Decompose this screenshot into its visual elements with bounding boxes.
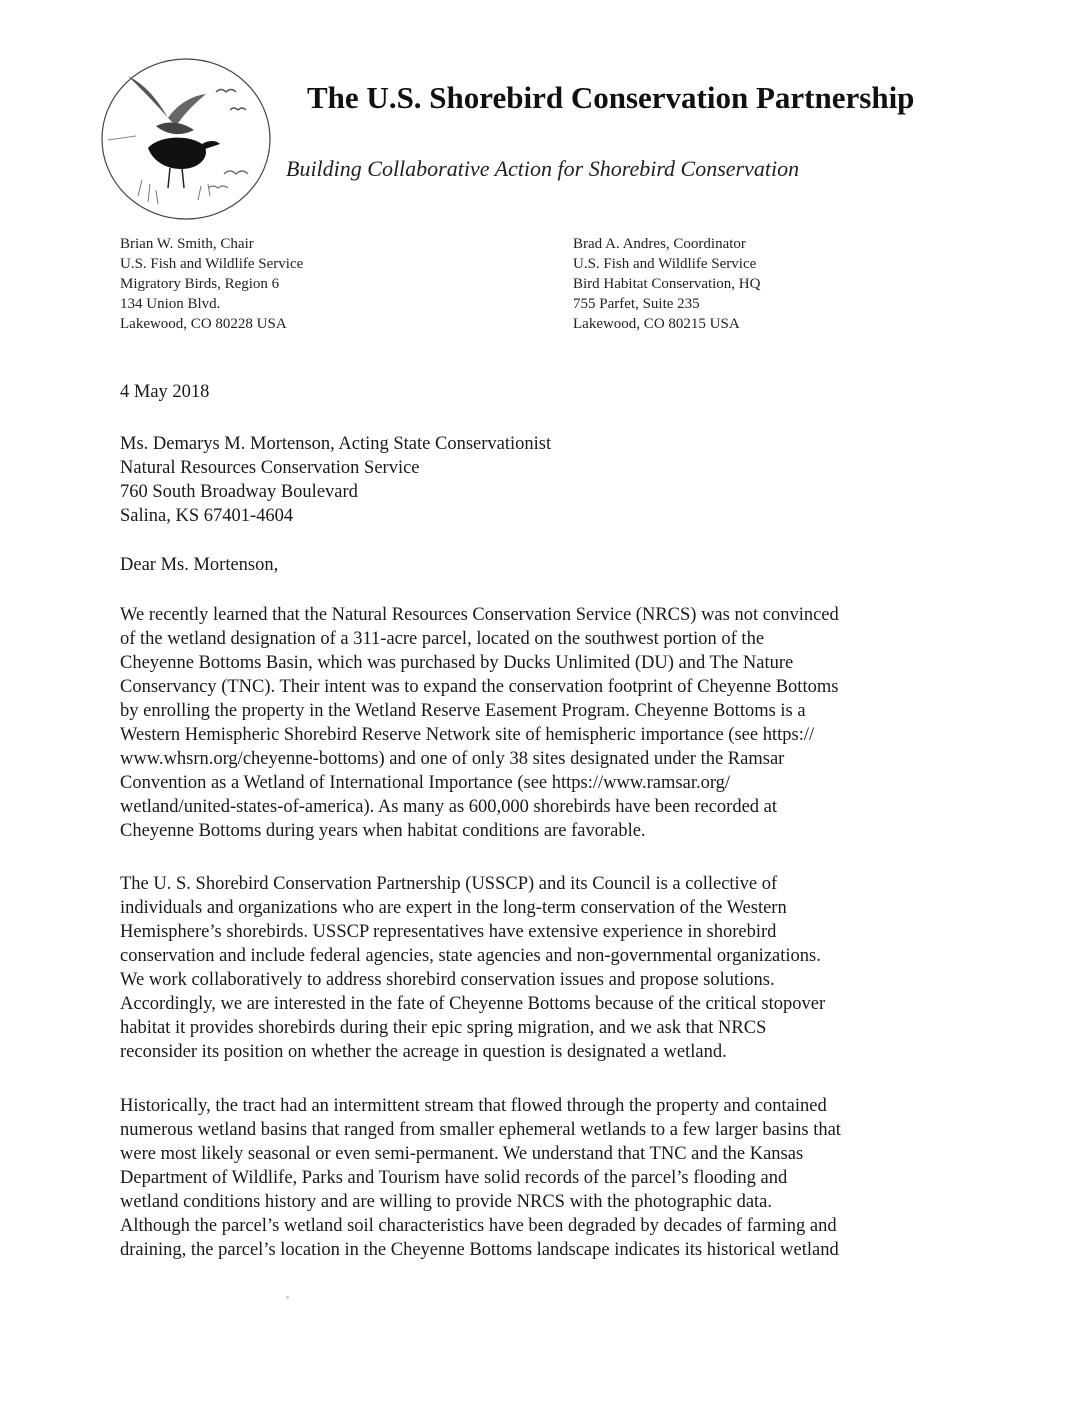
letter-date: 4 May 2018 <box>120 382 210 402</box>
recipient-line: 760 South Broadway Boulevard <box>120 482 358 502</box>
sender-address-coordinator <box>573 234 760 334</box>
paragraph-line: Cheyenne Bottoms during years when habitat conditions are favorable. <box>120 821 646 841</box>
paragraph-line: Cheyenne Bottoms Basin, which was purchased by Ducks Unlimited (DU) and The Nature <box>120 653 794 673</box>
paragraph-line: Historically, the tract had an intermittent stream that flowed through the property and contained <box>120 1096 827 1116</box>
sender-line: Migratory Birds, Region 6 <box>120 276 280 292</box>
sender-line: 755 Parfet, Suite 235 <box>573 296 700 312</box>
sender-line: Brad A. Andres, Coordinator <box>573 236 746 252</box>
paragraph-line: conservation and include federal agencies, state agencies and non-governmental organizations. <box>120 946 821 966</box>
paragraph-2 <box>120 872 980 1064</box>
shorebird-logo-icon <box>98 56 274 222</box>
organization-tagline: Building Collaborative Action for Shorebird Conservation <box>286 156 800 181</box>
sender-address-chair <box>120 234 303 334</box>
paragraph-line: wetland conditions history and are willing to provide NRCS with the photographic data. <box>120 1192 773 1212</box>
sender-line: Lakewood, CO 80228 USA <box>120 316 287 332</box>
paragraph-line: Although the parcel’s wetland soil characteristics have been degraded by decades of farming and <box>120 1216 837 1236</box>
organization-title: The U.S. Shorebird Conservation Partnership <box>307 80 915 115</box>
paragraph-line: draining, the parcel’s location in the Cheyenne Bottoms landscape indicates its historical wetland <box>120 1240 839 1260</box>
sender-line: 134 Union Blvd. <box>120 296 221 312</box>
paragraph-line: by enrolling the property in the Wetland Reserve Easement Program. Cheyenne Bottoms is a <box>120 701 806 721</box>
sender-line: Bird Habitat Conservation, HQ <box>573 276 761 292</box>
recipient-line: Ms. Demarys M. Mortenson, Acting State Conservationist <box>120 434 552 454</box>
paragraph-line: The U. S. Shorebird Conservation Partnership (USSCP) and its Council is a collective of <box>120 874 778 894</box>
paragraph-line: reconsider its position on whether the acreage in question is designated a wetland. <box>120 1042 727 1062</box>
paragraph-line: wetland/united-states-of-america). As many as 600,000 shorebirds have been recorded at <box>120 797 778 817</box>
paragraph-line: Western Hemispheric Shorebird Reserve Network site of hemispheric importance (see https:// <box>120 725 815 745</box>
recipient-line: Salina, KS 67401-4604 <box>120 506 294 526</box>
sender-line: U.S. Fish and Wildlife Service <box>573 256 757 272</box>
paragraph-line: We recently learned that the Natural Resources Conservation Service (NRCS) was not convinced <box>120 605 839 625</box>
paragraph-line: Convention as a Wetland of International Importance (see https://www.ramsar.org/ <box>120 773 731 793</box>
scan-speck <box>286 1296 289 1299</box>
paragraph-line: We work collaboratively to address shorebird conservation issues and propose solutions. <box>120 970 775 990</box>
paragraph-line: numerous wetland basins that ranged from smaller ephemeral wetlands to a few larger basins that <box>120 1120 841 1140</box>
recipient-line: Natural Resources Conservation Service <box>120 458 420 478</box>
sender-line: Lakewood, CO 80215 USA <box>573 316 740 332</box>
salutation: Dear Ms. Mortenson, <box>120 555 279 575</box>
paragraph-line: Conservancy (TNC). Their intent was to expand the conservation footprint of Cheyenne Bottoms <box>120 677 839 697</box>
paragraph-line: habitat it provides shorebirds during their epic spring migration, and we ask that NRCS <box>120 1018 767 1038</box>
paragraph-line: of the wetland designation of a 311-acre parcel, located on the southwest portion of the <box>120 629 765 649</box>
recipient-address <box>120 432 980 528</box>
paragraph-line: Hemisphere’s shorebirds. USSCP representatives have extensive experience in shorebird <box>120 922 777 942</box>
paragraph-1 <box>120 603 980 843</box>
paragraph-line: Department of Wildlife, Parks and Tourism have solid records of the parcel’s flooding and <box>120 1168 788 1188</box>
paragraph-3 <box>120 1094 980 1262</box>
paragraph-line: Accordingly, we are interested in the fate of Cheyenne Bottoms because of the critical stopover <box>120 994 826 1014</box>
sender-line: Brian W. Smith, Chair <box>120 236 254 252</box>
paragraph-line: individuals and organizations who are expert in the long-term conservation of the Western <box>120 898 787 918</box>
paragraph-line: www.whsrn.org/cheyenne-bottoms) and one of only 38 sites designated under the Ramsar <box>120 749 785 769</box>
sender-line: U.S. Fish and Wildlife Service <box>120 256 304 272</box>
paragraph-line: were most likely seasonal or even semi-permanent. We understand that TNC and the Kansas <box>120 1144 804 1164</box>
